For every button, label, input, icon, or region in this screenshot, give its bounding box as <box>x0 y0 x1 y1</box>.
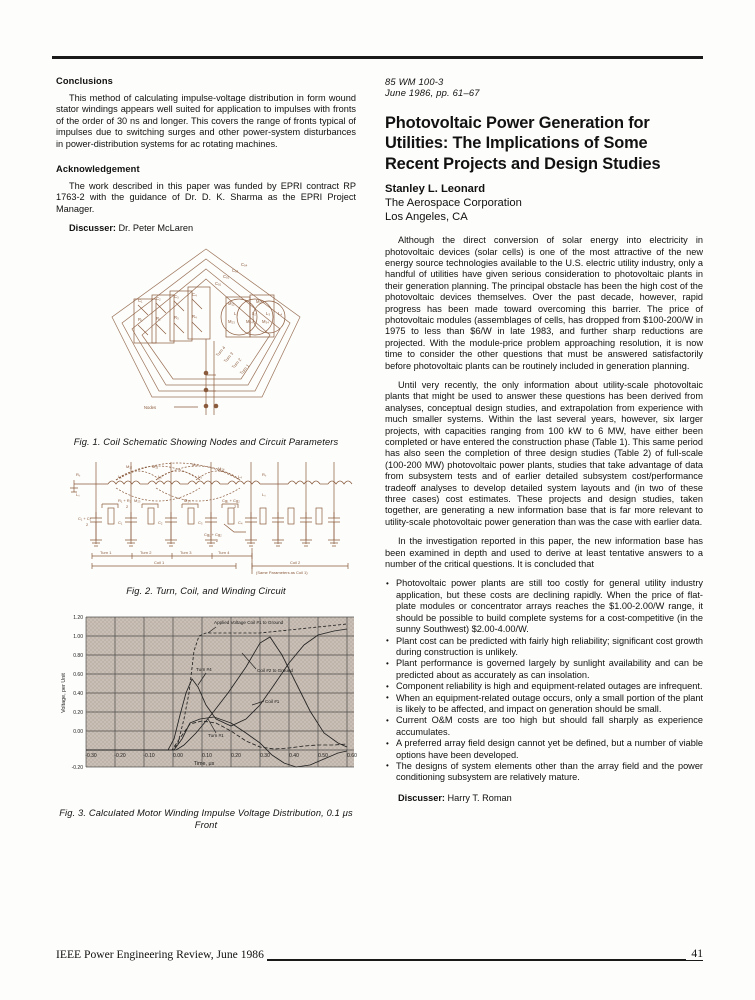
chart-y-ticks <box>72 615 84 771</box>
svg-text:C₃: C₃ <box>198 519 203 525</box>
svg-text:M₃₄: M₃₄ <box>262 318 269 324</box>
svg-text:C₁: C₁ <box>138 297 143 303</box>
svg-text:0.60: 0.60 <box>73 671 83 678</box>
header-rule <box>52 56 703 59</box>
list-item: • Plant performance is governed largely by sunlight availability and can be predicted about as accurately as can insolation. <box>385 658 703 681</box>
annotation-turn-4: Turn #4 <box>196 666 212 672</box>
svg-text:L₃: L₃ <box>198 473 202 479</box>
svg-text:M₁₃: M₁₃ <box>256 298 263 304</box>
discusser-right-name: Harry T. Roman <box>447 792 512 803</box>
svg-text:C₃: C₃ <box>174 293 179 299</box>
svg-text:2: 2 <box>86 521 89 527</box>
svg-text:C₄: C₄ <box>192 291 197 297</box>
figure-1-graphic <box>56 245 356 430</box>
svg-text:L₂: L₂ <box>252 310 256 316</box>
paper-id-date-pages: June 1986, pp. 61–67 <box>385 87 480 99</box>
svg-text:2: 2 <box>234 503 237 509</box>
svg-text:Turn 4: Turn 4 <box>214 344 227 358</box>
svg-text:M₂₄: M₂₄ <box>218 465 225 471</box>
svg-text:C₂: C₂ <box>156 295 161 301</box>
svg-text:Rₛ: Rₛ <box>262 471 267 477</box>
discusser-right <box>398 793 703 804</box>
list-item: • Plant cost can be predicted with fairly high reliability; significant cost growth during construction is unlikely. <box>385 636 703 659</box>
paper-id-number: 85 WM 100-3 <box>385 76 444 87</box>
svg-text:0.30: 0.30 <box>260 752 270 759</box>
svg-text:2: 2 <box>216 537 219 543</box>
list-item: • Current O&M costs are too high but should fall sharply as experience accumulates. <box>385 715 703 738</box>
list-item: • A preferred array field design cannot yet be defined, but a number of viable options have been developed. <box>385 738 703 761</box>
discusser-left <box>56 223 356 234</box>
chart-x-axis-label: Time, μs <box>193 760 215 767</box>
svg-text:Turn 1: Turn 1 <box>100 549 112 555</box>
list-item: • The designs of system elements other than the array field and the power conditioning subsystem are relatively mature. <box>385 761 703 784</box>
annotation-turn-1: Turn #1 <box>208 732 224 738</box>
svg-text:Turn 2: Turn 2 <box>230 356 243 370</box>
svg-text:M₁₂: M₁₂ <box>228 300 235 306</box>
svg-text:Cg₁ + Cg₂: Cg₁ + Cg₂ <box>222 497 240 503</box>
annotation-coil-1: Coil #1 <box>265 698 280 704</box>
page-title: Photovoltaic Power Generation for Utilities: The Implications of Some Recent Projects and Design Studies <box>385 113 661 173</box>
svg-text:0.20: 0.20 <box>73 709 83 716</box>
svg-text:L₁: L₁ <box>234 310 238 316</box>
svg-text:L₄: L₄ <box>238 473 242 479</box>
svg-text:Rₛ: Rₛ <box>76 471 81 477</box>
figure-1 <box>56 245 356 430</box>
author-name: Stanley L. Leonard <box>385 183 486 196</box>
svg-text:0.80: 0.80 <box>73 652 83 659</box>
figure-2-caption: Fig. 2. Turn, Coil, and Winding Circuit <box>126 585 286 596</box>
svg-text:L₃: L₃ <box>266 310 271 316</box>
abstract-paragraph-3: In the investigation reported in this paper, the new information base has been examined in depth and used to derive at least tentative answers to a number of the critical questions. It is concluded that <box>385 536 703 570</box>
svg-text:C₁: C₁ <box>118 519 123 525</box>
svg-text:-0.10: -0.10 <box>143 752 155 759</box>
svg-text:Turn 1: Turn 1 <box>238 362 251 376</box>
list-item: • Photovoltaic power plants are still too costly for general utility industry application, but these costs are declining rapidly. When the price of flat-plate modules or concentrator arrays reaches the $1.00-2.00/W range, it should be possible to build complete systems for a cost-competitive (in the sunny Southwest) $2.00-4.00/W. <box>385 578 703 635</box>
svg-text:C₉₂: C₉₂ <box>223 273 230 279</box>
svg-text:0.00: 0.00 <box>173 752 183 759</box>
acknowledgement-heading: Acknowledgement <box>56 164 140 175</box>
author-location: Los Angeles, CA <box>385 210 468 223</box>
svg-text:0.10: 0.10 <box>202 752 212 759</box>
svg-text:Turn 4: Turn 4 <box>218 549 230 555</box>
svg-text:Lₛ: Lₛ <box>262 491 266 497</box>
annotation-coil-2-ground: Coil #2 to Ground <box>257 667 294 673</box>
annotation-applied-voltage: Applied Voltage Coil #1 to Ground <box>214 619 284 625</box>
discusser-right-label: Discusser: <box>398 792 445 803</box>
chart-plot-area <box>86 617 354 767</box>
svg-text:C₄: C₄ <box>238 519 243 525</box>
svg-text:R₁ + R₂: R₁ + R₂ <box>118 497 132 503</box>
svg-text:0.50: 0.50 <box>318 752 328 759</box>
svg-text:(Same Parameters as Coil 1): (Same Parameters as Coil 1) <box>256 569 308 575</box>
chart-y-axis-label: Voltage, per Unit <box>61 672 67 713</box>
svg-text:M₁₃: M₁₃ <box>152 463 159 469</box>
svg-text:C₉₁: C₉₁ <box>215 280 222 286</box>
svg-text:R₄: R₄ <box>192 313 197 319</box>
svg-text:C₂: C₂ <box>158 519 163 525</box>
figure-3 <box>56 611 362 801</box>
abstract-paragraph-1: Although the direct conversion of solar energy into electricity in photovoltaic devices (solar cells) is one of the most attractive of the new energy source technologies available to the U.S. electric utility industry, only a handful of utilities have given serious consideration to photovoltaic plants in their generation planning. The principal obstacle has been the high cost of the photovoltaic devices themselves. Over the past decade, however, rapid progress has been made toward overcoming this barrier. The price of photovoltaic modules (assemblages of cells, has dropped from $100-200/W in 1975 to less than $6/W in late 1983, and further sharp reductions are projected. With the module-price problem approaching resolution, it is now time to consider the other questions that must be answered satisfactorily before photovoltaic plants can be routinely included in generation planning. <box>385 235 703 371</box>
svg-text:-0.20: -0.20 <box>71 764 83 771</box>
figure-2-graphic <box>56 462 356 579</box>
page-footer <box>56 948 703 964</box>
svg-text:C₉₃: C₉₃ <box>232 267 239 273</box>
figure-3-caption: Fig. 3. Calculated Motor Winding Impulse Voltage Distribution, 0.1 μs Front <box>59 807 353 830</box>
svg-text:C₉₄: C₉₄ <box>241 261 248 267</box>
svg-text:Turn 2: Turn 2 <box>140 549 152 555</box>
svg-text:0.20: 0.20 <box>231 752 241 759</box>
page-number: 41 <box>686 947 703 960</box>
discusser-left-name: Dr. Peter McLaren <box>118 223 194 234</box>
svg-text:-0.20: -0.20 <box>114 752 126 759</box>
svg-text:R₁: R₁ <box>138 316 143 322</box>
acknowledgement-paragraph: The work described in this paper was funded by EPRI contract RP 1763-2 with the guidance of Dr. D. K. Sharma as the EPRI Project Manager. <box>56 181 356 214</box>
svg-text:L₁: L₁ <box>118 473 122 479</box>
conclusions-heading: Conclusions <box>56 76 113 86</box>
svg-text:M₃₄: M₃₄ <box>184 497 191 503</box>
svg-text:L₂: L₂ <box>158 473 162 479</box>
svg-text:Turn 3: Turn 3 <box>180 549 192 555</box>
svg-text:0.40: 0.40 <box>289 752 299 759</box>
svg-text:Coil 2: Coil 2 <box>290 559 301 565</box>
svg-text:1.00: 1.00 <box>73 633 83 640</box>
chart-figure-3 <box>56 611 362 801</box>
abstract-paragraph-2: Until very recently, the only information about utility-scale photovoltaic plants that might be used to answer these questions has been derived from analyses, conceptual design studies, and extrapolation from experience with much smaller systems. Within the last several years, however, six larger projects, with capacities ranging from 100 kW to 6 MW, have either been completed or have entered the construction phase (Table 1). This same period has also seen the completion of three design studies (Table 2) of full-scale (100-200 MW) photovoltaic power plants, studies that take advantage of data from subsystem tests and of earlier detailed subsystem cost/performance tradeoff analyses to develop detailed system layouts and (in two of these three cases) cost estimates. These projects and design studies, taken together, are generating a new information base that is far more relevant to utility-scale photovoltaic power generation than was the case with earlier data. <box>385 379 703 527</box>
figure-2 <box>56 462 356 579</box>
svg-text:M₁₂: M₁₂ <box>126 463 133 469</box>
conclusions-bullet-list <box>385 578 703 783</box>
svg-text:R₃: R₃ <box>174 314 179 320</box>
svg-text:L₄: L₄ <box>278 310 283 316</box>
right-column <box>385 76 703 804</box>
author-affiliation: The Aerospace Corporation <box>385 196 522 209</box>
list-item: • When an equipment-related outage occurs, only a small portion of the plant is likely to be affected, and impact on generation should be small. <box>385 693 703 716</box>
conclusions-paragraph: This method of calculating impulse-voltage distribution in form wound stator windings appears well suited for application to impulses with fronts of the order of 30 ns and longer. This covers the range of fronts typical of impulses due to switching surges and other power-system disturbances in power-distribution systems for ac rotating machines. <box>56 93 356 149</box>
svg-text:1.20: 1.20 <box>73 614 83 621</box>
svg-text:Lₛ: Lₛ <box>76 491 80 497</box>
svg-text:Nodes: Nodes <box>144 404 157 410</box>
left-column <box>56 76 356 831</box>
svg-text:2: 2 <box>126 503 129 509</box>
svg-text:M₂₄: M₂₄ <box>246 318 253 324</box>
svg-text:0.60: 0.60 <box>347 752 357 759</box>
svg-text:M₂₃: M₂₃ <box>228 318 235 324</box>
svg-text:0.40: 0.40 <box>73 690 83 697</box>
footer-journal-title: IEEE Power Engineering Review, June 1986 <box>56 948 267 961</box>
figure-1-caption: Fig. 1. Coil Schematic Showing Nodes and Circuit Parameters <box>73 436 339 447</box>
svg-text:R₂: R₂ <box>156 315 161 321</box>
paper-identifier <box>385 76 703 99</box>
discusser-left-label: Discusser: <box>69 223 116 234</box>
svg-text:0.00: 0.00 <box>73 728 83 735</box>
svg-text:M₂₃: M₂₃ <box>134 497 141 503</box>
svg-text:C₁ + C₂: C₁ + C₂ <box>78 515 92 521</box>
svg-text:Turn 3: Turn 3 <box>222 350 235 364</box>
svg-text:-0.30: -0.30 <box>85 752 97 759</box>
svg-text:Coil 1: Coil 1 <box>154 559 165 565</box>
svg-text:M₁₄: M₁₄ <box>192 461 199 467</box>
list-item: • Component reliability is high and equipment-related outages are infrequent. <box>385 681 703 692</box>
svg-text:Cg₁ + Cg₂: Cg₁ + Cg₂ <box>204 531 222 537</box>
